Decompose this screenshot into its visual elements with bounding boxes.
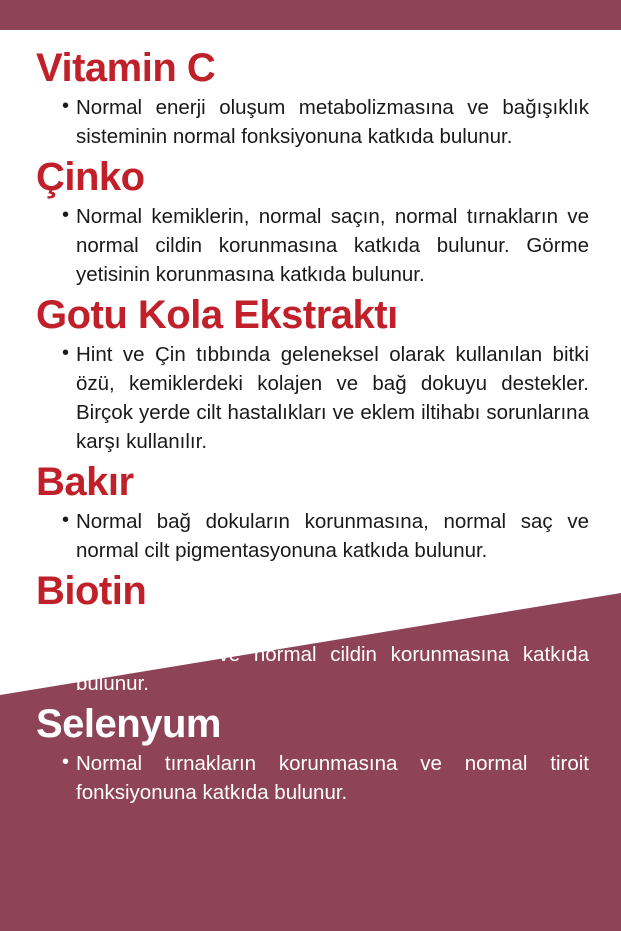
list-item: • Normal enerji oluşum metabolizmasına ve bağışıklık sisteminin normal fonksiyonuna katkıda bulunur. — [62, 93, 589, 151]
bullet-list-vitamin-c — [36, 93, 589, 151]
heading-gotu-kola-ekstrakti: Gotu Kola Ekstraktı — [36, 293, 398, 338]
section-cinko — [0, 157, 621, 289]
list-item: • Normal saçın ve normal cildin korunmasına katkıda bulunur. — [62, 640, 589, 698]
section-bakir — [0, 462, 621, 565]
top-accent-bar — [0, 0, 621, 30]
bullet-list-gotu-kola-ekstrakti — [36, 340, 589, 456]
bullet-list-bakir — [36, 507, 589, 565]
bullet-list-selenyum — [36, 749, 589, 807]
list-item: • Normal kemiklerin, normal saçın, normal tırnakların ve normal cildin korunmasına katkıda bulunur. Görme yetisinin korunmasına katkıda bulunur. — [62, 202, 589, 289]
bullet-list-cinko — [36, 202, 589, 289]
list-item: • Normal bağ dokuların korunmasına, normal saç ve normal cilt pigmentasyonuna katkıda bulunur. — [62, 507, 589, 565]
list-item: • Normal tırnakların korunmasına ve normal tiroit fonksiyonuna katkıda bulunur. — [62, 749, 589, 807]
bullet-list-biotin — [36, 640, 589, 698]
section-gotu-kola-ekstrakti — [0, 295, 621, 456]
heading-cinko: Çinko — [36, 155, 145, 200]
section-selenyum — [0, 704, 621, 807]
list-item: • Hint ve Çin tıbbında geleneksel olarak kullanılan bitki özü, kemiklerdeki kolajen ve bağ dokuyu destekler. Birçok yerde cilt hastalıkları ve eklem iltihabı sorunlarına karşı kullanılır. — [62, 340, 589, 456]
section-vitamin-c — [0, 48, 621, 151]
section-biotin — [0, 571, 621, 698]
heading-vitamin-c: Vitamin C — [36, 46, 216, 90]
heading-bakir: Bakır — [36, 460, 134, 505]
content-area — [0, 30, 621, 813]
heading-biotin: Biotin — [36, 569, 147, 614]
heading-selenyum: Selenyum — [36, 702, 221, 747]
